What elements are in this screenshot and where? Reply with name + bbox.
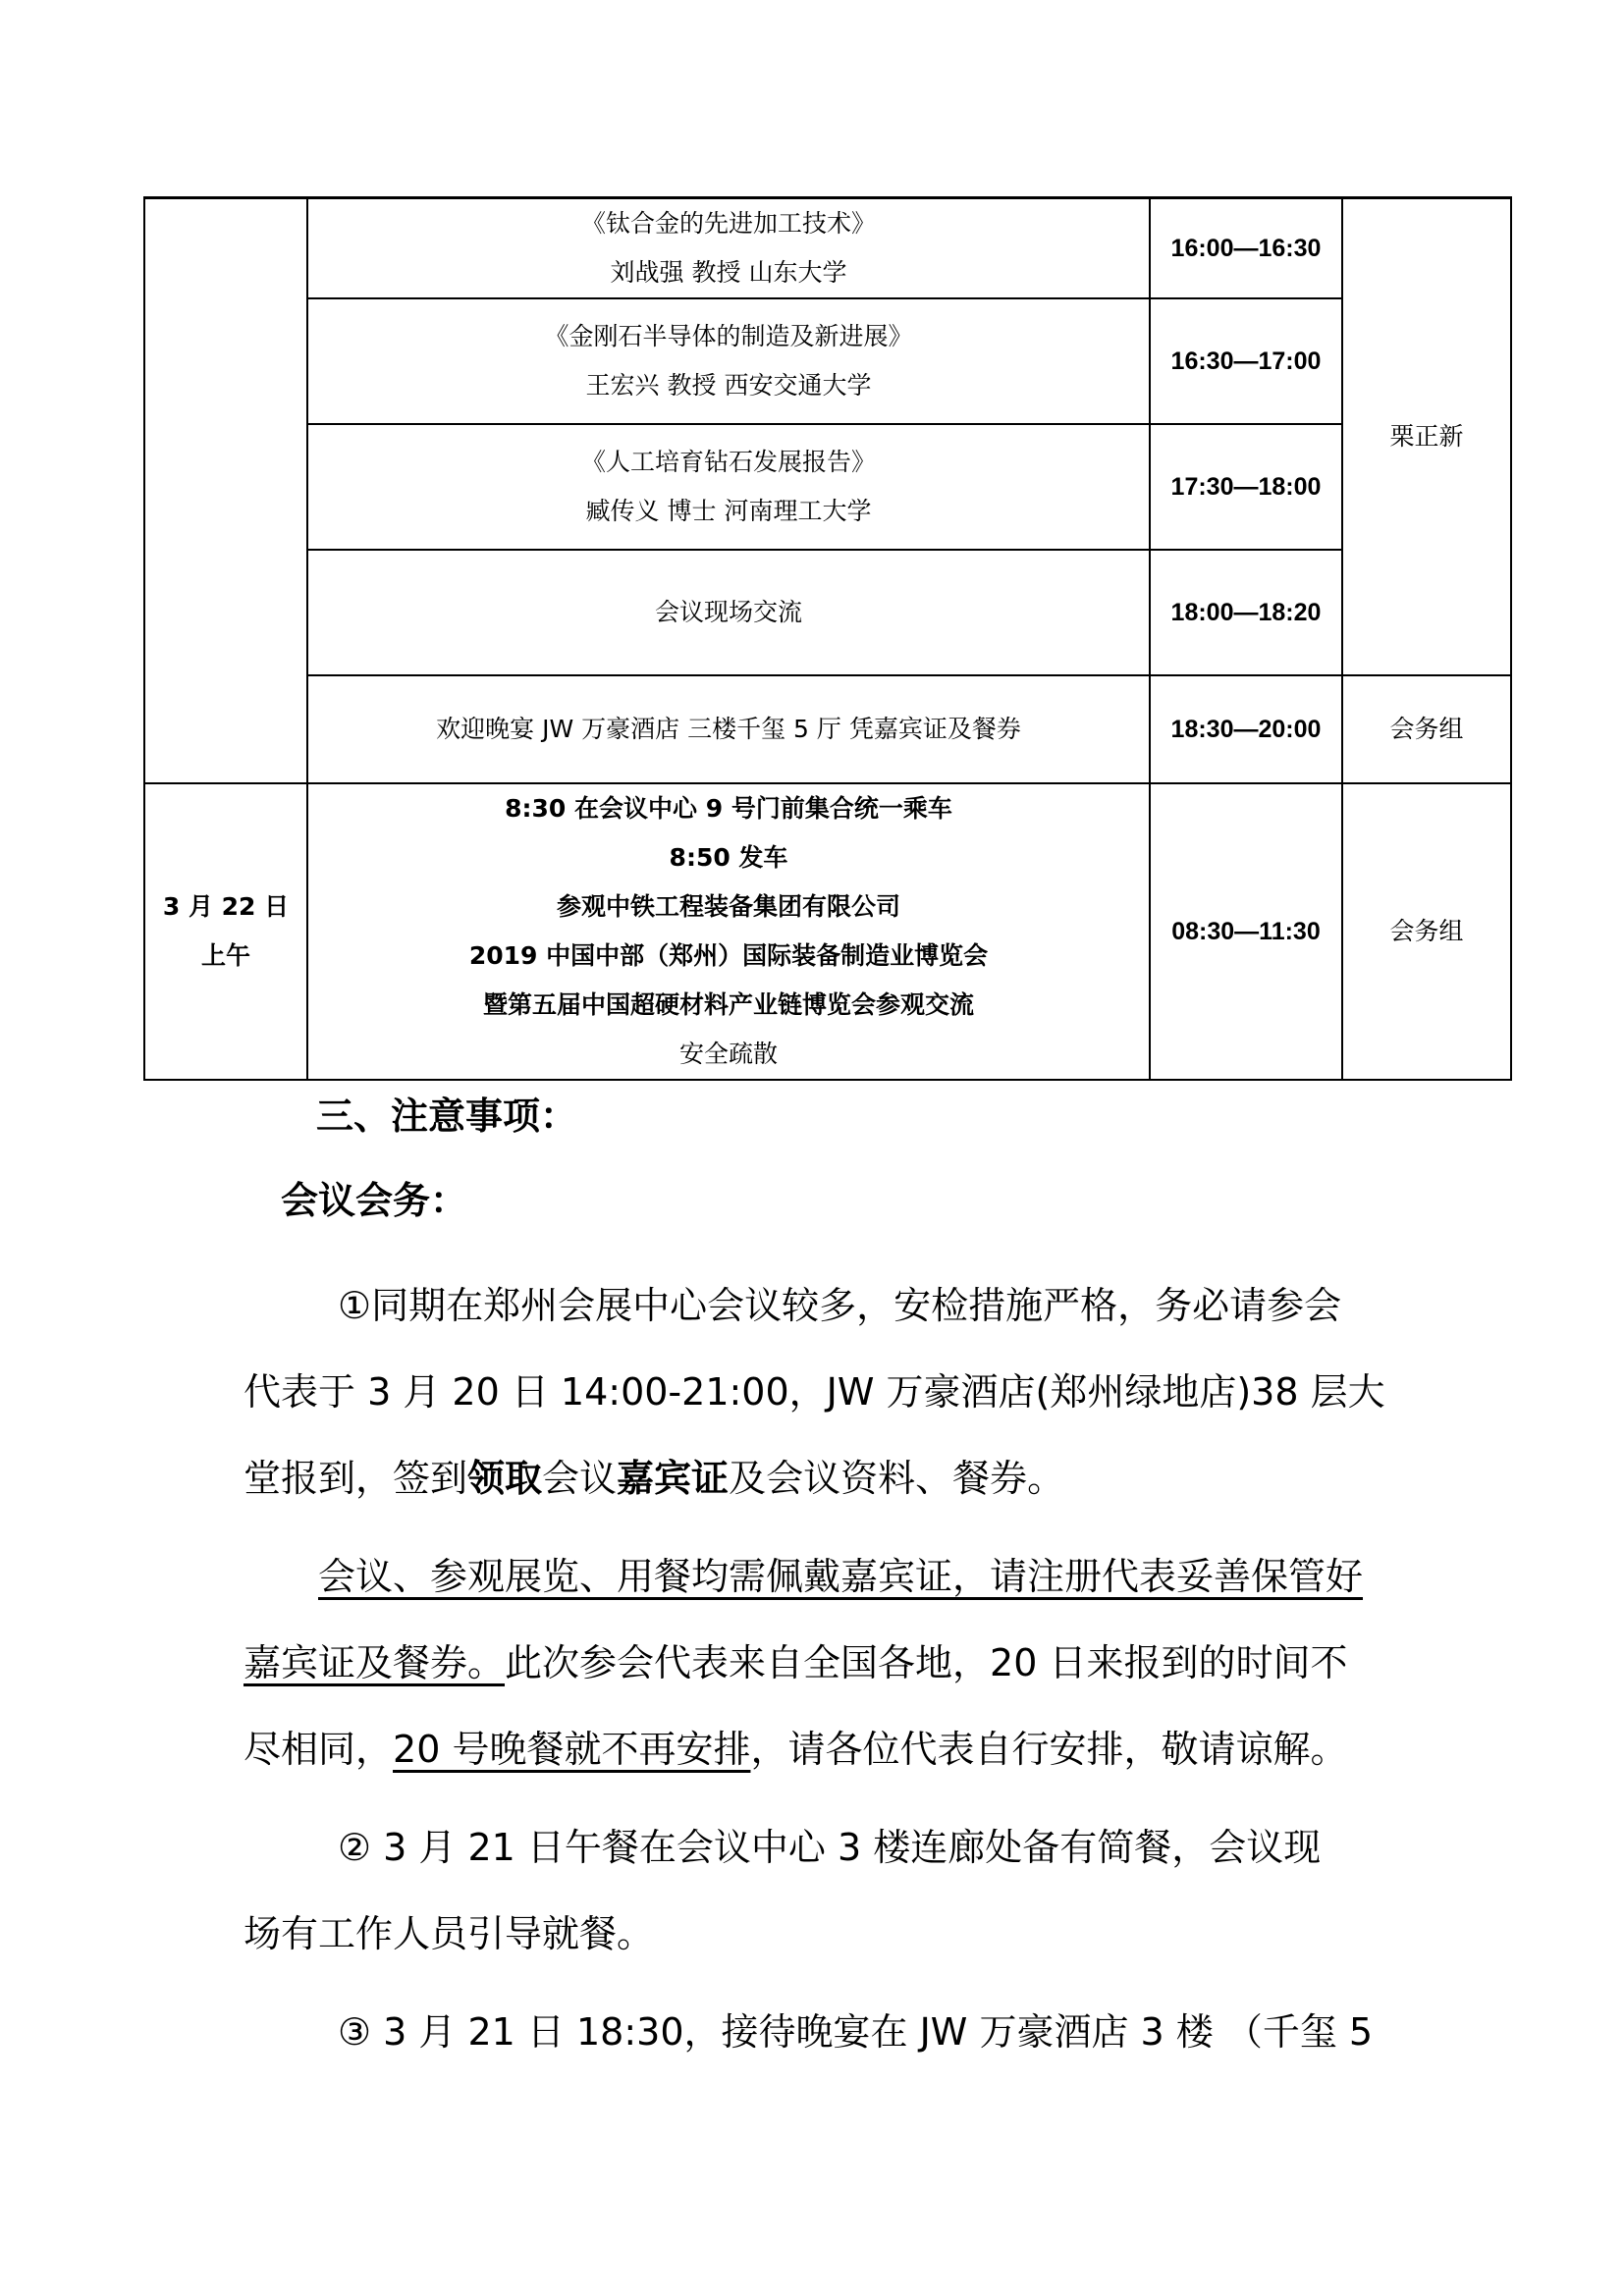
date-cell [144, 783, 307, 1080]
text-line: ② 3 月 21 日午餐在会议中心 3 楼连廊处备有简餐，会议现 [338, 1826, 1322, 1869]
text-run: 及会议资料、餐券。 [729, 1457, 1065, 1500]
table-row [144, 198, 1511, 299]
text-line [244, 1706, 1382, 1792]
talk-speaker: 臧传义 博士 河南理工大学 [585, 497, 872, 525]
date-line: 3 月 22 日 [162, 892, 290, 921]
text-line [244, 1533, 1382, 1620]
time-cell: 18:00—18:20 [1150, 550, 1342, 675]
table-row [144, 675, 1511, 783]
talk-speaker: 王宏兴 教授 西安交通大学 [585, 371, 872, 400]
paragraph-4 [244, 1989, 1382, 2075]
paragraph-2 [244, 1533, 1382, 1792]
host-cell: 会务组 [1342, 783, 1511, 1080]
text-run-bold: 领取 [467, 1457, 543, 1500]
time-cell: 16:00—16:30 [1150, 198, 1342, 299]
time-cell: 18:30—20:00 [1150, 675, 1342, 783]
talk-cell [307, 298, 1150, 424]
talk-cell [307, 198, 1150, 299]
text-run-underlined: 嘉宾证及餐券。 [244, 1641, 506, 1684]
event-cell: 会议现场交流 [307, 550, 1150, 675]
talk-title: 《钛合金的先进加工技术》 [580, 209, 876, 238]
text-line: 代表于 3 月 20 日 14:00-21:00，JW 万豪酒店(郑州绿地店)38 层大 [244, 1370, 1385, 1414]
visit-line: 安全疏散 [678, 1040, 778, 1068]
time-cell: 08:30—11:30 [1150, 783, 1342, 1080]
session-host-cell: 栗正新 [1342, 198, 1511, 676]
text-line: ③ 3 月 21 日 18:30，接待晚宴在 JW 万豪酒店 3 楼 （千玺 5 [338, 2010, 1374, 2054]
table-row [144, 550, 1511, 675]
text-run: 会议 [542, 1457, 618, 1500]
section-title: 三、注意事项： [316, 1095, 578, 1138]
talk-speaker: 刘战强 教授 山东大学 [610, 258, 847, 287]
table-row [144, 298, 1511, 424]
visit-line: 8:30 在会议中心 9 号门前集合统一乘车 [505, 794, 952, 823]
visit-cell [307, 783, 1150, 1080]
date-cell-empty [144, 198, 307, 784]
talk-title: 《人工培育钻石发展报告》 [580, 448, 876, 476]
talk-title: 《金刚石半导体的制造及新进展》 [544, 322, 913, 350]
table-row [144, 783, 1511, 1080]
time-cell: 16:30—17:00 [1150, 298, 1342, 424]
schedule-table [143, 196, 1512, 1081]
visit-line: 8:50 发车 [669, 843, 788, 872]
visit-line: 参观中铁工程装备集团有限公司 [556, 892, 900, 921]
text-run: ，请各位代表自行安排，敬请谅解。 [750, 1728, 1348, 1771]
text-run-bold: 嘉宾证 [617, 1457, 730, 1500]
text-run: 堂报到，签到 [244, 1457, 468, 1500]
time-cell: 17:30—18:00 [1150, 424, 1342, 550]
visit-line: 暨第五届中国超硬材料产业链博览会参观交流 [482, 990, 974, 1019]
host-cell: 会务组 [1342, 675, 1511, 783]
text-run: 尽相同， [244, 1728, 394, 1771]
date-period: 上午 [200, 941, 250, 970]
text-run-underlined: 会议、参观展览、用餐均需佩戴嘉宾证，请注册代表妥善保管好 [318, 1555, 1364, 1598]
text-line [244, 1435, 1382, 1522]
subtitle: 会议会务： [281, 1179, 468, 1222]
event-cell: 欢迎晚宴 JW 万豪酒店 三楼千玺 5 厅 凭嘉宾证及餐券 [307, 675, 1150, 783]
text-run: 此次参会代表来自全国各地，20 日来报到的时间不 [505, 1641, 1348, 1684]
text-run-underlined: 20 号晚餐就不再安排 [393, 1728, 751, 1771]
text-line: 场有工作人员引导就餐。 [244, 1912, 655, 1955]
table-row [144, 424, 1511, 550]
paragraph-3 [244, 1804, 1382, 1977]
text-line: ①同期在郑州会展中心会议较多，安检措施严格，务必请参会 [338, 1284, 1342, 1327]
talk-cell [307, 424, 1150, 550]
paragraph-1 [244, 1262, 1385, 1522]
visit-line: 2019 中国中部（郑州）国际装备制造业博览会 [468, 941, 989, 970]
text-line [244, 1620, 1382, 1706]
